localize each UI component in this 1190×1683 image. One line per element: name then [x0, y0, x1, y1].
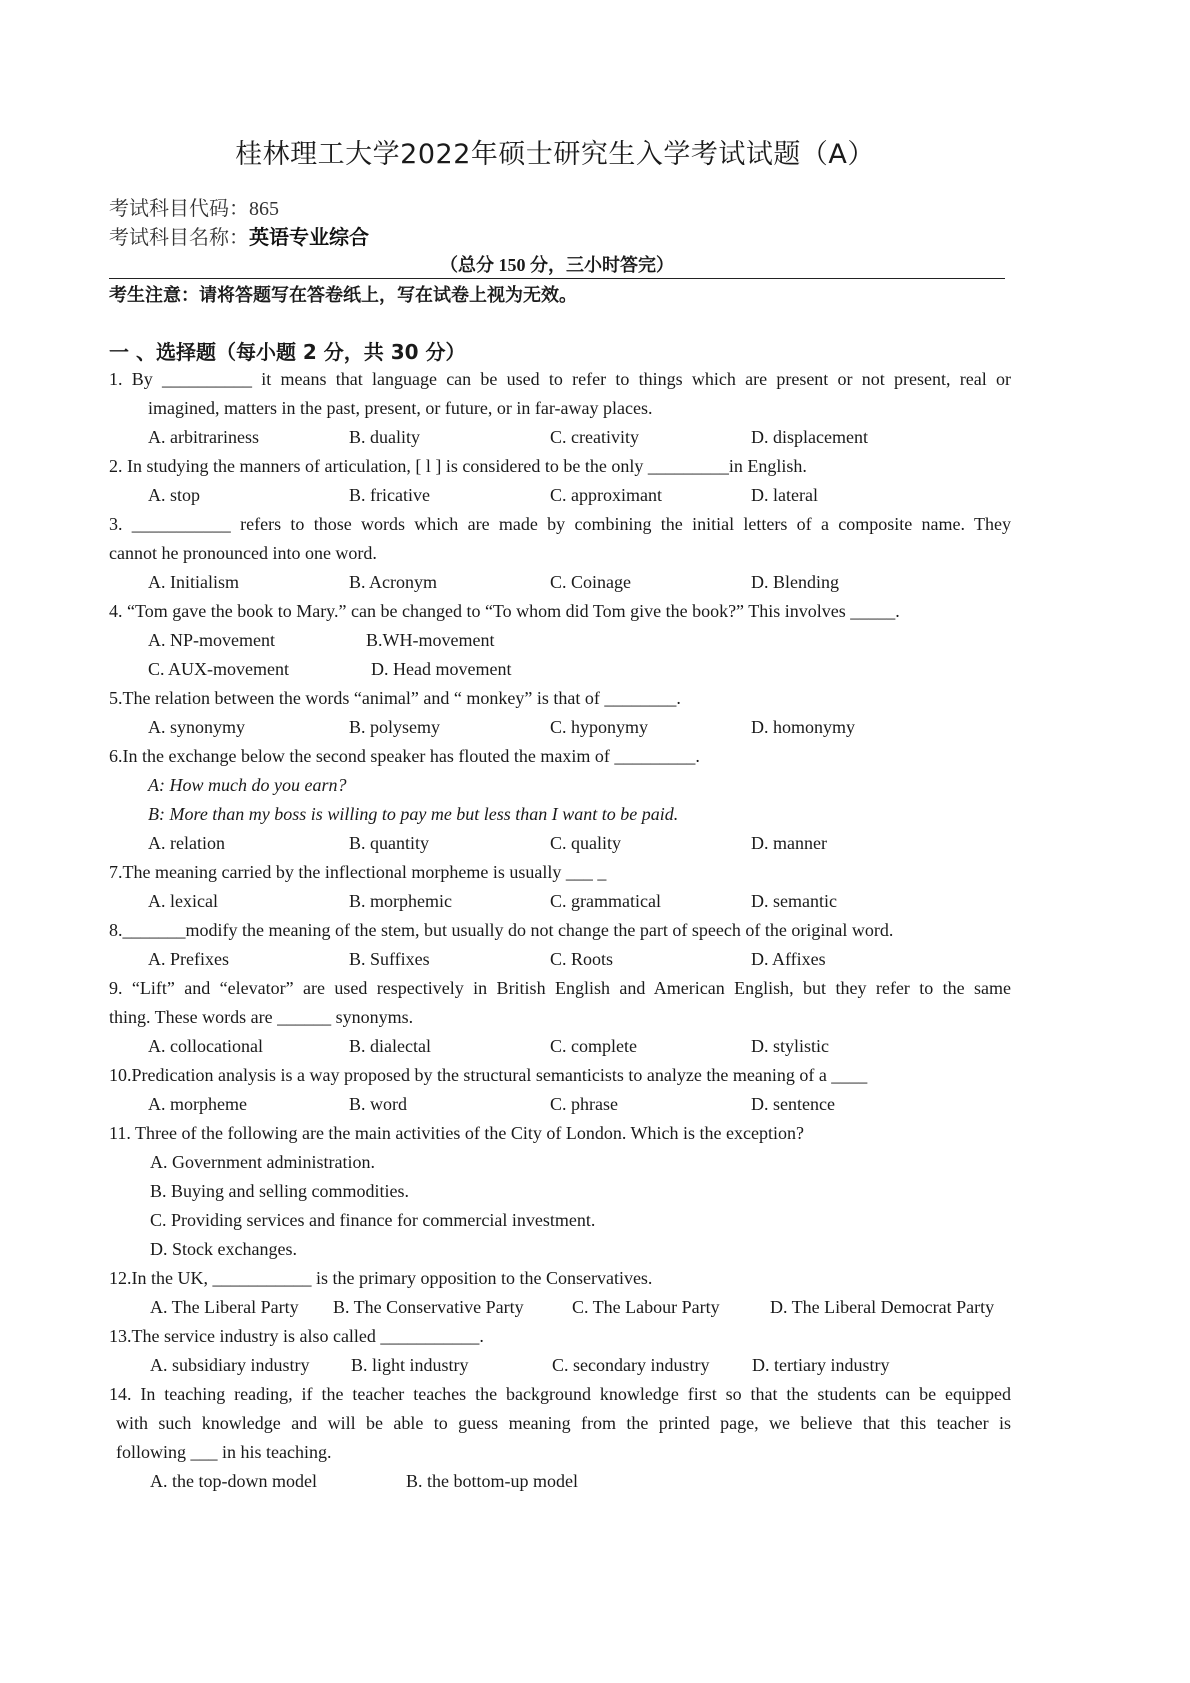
question-stem: 7.The meaning carried by the inflectional morpheme is usually ___ _ — [109, 862, 607, 882]
option-c: C. phrase — [550, 1094, 618, 1114]
option-b: B. light industry — [351, 1355, 469, 1375]
question-12 — [109, 1264, 1011, 1322]
option-row — [109, 713, 1011, 742]
question-6 — [109, 742, 1011, 858]
question-stem: 14. In teaching reading, if the teacher teaches the background knowledge first so that the students can be equipped — [109, 1384, 1011, 1404]
question-stem: 13.The service industry is also called ___________. — [109, 1326, 484, 1346]
option-c: C. secondary industry — [552, 1355, 710, 1375]
subject-name-label: 考试科目名称： — [109, 225, 249, 249]
question-10 — [109, 1061, 1011, 1119]
option-b: D. Head movement — [371, 659, 512, 679]
option-a: C. Providing services and finance for commercial investment. — [150, 1210, 596, 1230]
option-d: D. displacement — [751, 427, 868, 447]
question-stem: 1. By __________ it means that language can be used to refer to things which are present or not present, real or — [109, 369, 1011, 389]
question-5 — [109, 684, 1011, 742]
exam-title: 桂林理工大学2022年硕士研究生入学考试试题（A） — [235, 139, 875, 170]
question-8 — [109, 916, 1011, 974]
question-stem: imagined, matters in the past, present, or future, or in far-away places. — [148, 398, 653, 418]
option-row — [109, 655, 1011, 684]
option-b: B. word — [349, 1094, 407, 1114]
option-c: C. Coinage — [550, 572, 631, 592]
option-a: A. relation — [148, 833, 225, 853]
subject-name-value: 英语专业综合 — [249, 225, 369, 249]
option-c: C. The Labour Party — [572, 1297, 720, 1317]
question-stem: 8._______modify the meaning of the stem, but usually do not change the part of speech of the original word. — [109, 920, 894, 940]
option-row — [109, 1351, 1011, 1380]
option-b: B. Suffixes — [349, 949, 430, 969]
option-d: D. semantic — [751, 891, 837, 911]
option-c: C. complete — [550, 1036, 637, 1056]
question-3 — [109, 510, 1011, 597]
dialogue-line: B: More than my boss is willing to pay me but less than I want to be paid. — [148, 804, 679, 824]
question-13 — [109, 1322, 1011, 1380]
option-row — [109, 423, 1011, 452]
option-a: A. Government administration. — [150, 1152, 375, 1172]
option-b: B. quantity — [349, 833, 429, 853]
option-row — [109, 626, 1011, 655]
option-a: A. stop — [148, 485, 201, 505]
option-d: D. Affixes — [751, 949, 826, 969]
option-row — [109, 1293, 1011, 1322]
question-list — [109, 365, 1011, 1496]
question-stem: 12.In the UK, ___________ is the primary opposition to the Conservatives. — [109, 1268, 653, 1288]
option-a: A. Prefixes — [148, 949, 229, 969]
question-stem: cannot he pronounced into one word. — [109, 543, 377, 563]
option-a: A. Initialism — [148, 572, 239, 592]
option-b: B. dialectal — [349, 1036, 431, 1056]
section-heading: 一 、选择题（每小题 2 分，共 30 分） — [109, 340, 466, 364]
option-row — [109, 481, 1011, 510]
option-b: B. The Conservative Party — [333, 1297, 524, 1317]
question-stem: with such knowledge and will be able to guess meaning from the printed page, we believe that this teacher is — [116, 1413, 1011, 1433]
question-stem: 2. In studying the manners of articulation, [ l ] is considered to be the only _________in English. — [109, 456, 807, 476]
option-b: B. fricative — [349, 485, 430, 505]
option-d: D. sentence — [751, 1094, 835, 1114]
option-d: D. manner — [751, 833, 827, 853]
question-14 — [109, 1380, 1011, 1496]
option-a: A. NP-movement — [148, 630, 275, 650]
option-row — [109, 887, 1011, 916]
option-c: C. approximant — [550, 485, 662, 505]
option-d: D. lateral — [751, 485, 818, 505]
option-b: B. the bottom-up model — [406, 1471, 578, 1491]
option-a: A. arbitrariness — [148, 427, 259, 447]
option-c: C. Roots — [550, 949, 614, 969]
option-a: A. subsidiary industry — [150, 1355, 310, 1375]
question-stem: 4. “Tom gave the book to Mary.” can be changed to “To whom did Tom give the book?” This involves _____. — [109, 601, 900, 621]
subject-code-label: 考试科目代码： — [109, 196, 249, 220]
option-c: C. creativity — [550, 427, 639, 447]
option-row — [109, 829, 1011, 858]
option-row — [109, 568, 1011, 597]
option-row — [109, 1148, 1011, 1177]
question-stem: 10.Predication analysis is a way proposed by the structural semanticists to analyze the meaning of a ____ — [109, 1065, 868, 1085]
option-row — [109, 1467, 1011, 1496]
subject-code-value: 865 — [249, 198, 279, 220]
option-d: D. homonymy — [751, 717, 856, 737]
subject-code — [109, 192, 279, 221]
option-b: B. polysemy — [349, 717, 441, 737]
option-a: C. AUX-movement — [148, 659, 289, 679]
option-row — [109, 1032, 1011, 1061]
option-d: D. tertiary industry — [752, 1355, 890, 1375]
option-row — [109, 1206, 1011, 1235]
option-row — [109, 1235, 1011, 1264]
option-d: D. Blending — [751, 572, 839, 592]
option-b: B. duality — [349, 427, 420, 447]
option-a: A. The Liberal Party — [150, 1297, 299, 1317]
option-a: D. Stock exchanges. — [150, 1239, 297, 1259]
option-a: A. synonymy — [148, 717, 246, 737]
question-11 — [109, 1119, 1011, 1264]
option-a: A. morpheme — [148, 1094, 247, 1114]
question-2 — [109, 452, 1011, 510]
option-c: C. grammatical — [550, 891, 661, 911]
question-stem: following ___ in his teaching. — [116, 1442, 332, 1462]
option-a: A. collocational — [148, 1036, 263, 1056]
question-stem: 6.In the exchange below the second speaker has flouted the maxim of _________. — [109, 746, 700, 766]
option-a: A. the top-down model — [150, 1471, 317, 1491]
option-c: C. quality — [550, 833, 621, 853]
question-stem: 3. ___________ refers to those words which are made by combining the initial letters of a composite name. They — [109, 514, 1011, 534]
option-a: A. lexical — [148, 891, 218, 911]
option-c: C. hyponymy — [550, 717, 649, 737]
option-row — [109, 1090, 1011, 1119]
option-a: B. Buying and selling commodities. — [150, 1181, 409, 1201]
option-b: B.WH-movement — [366, 630, 495, 650]
option-row — [109, 1177, 1011, 1206]
subject-name — [109, 221, 369, 250]
question-stem: 9. “Lift” and “elevator” are used respectively in British English and American English, but they refer to the same — [109, 978, 1011, 998]
question-4 — [109, 597, 1011, 684]
question-1 — [109, 365, 1011, 452]
option-d: D. stylistic — [751, 1036, 830, 1056]
question-9 — [109, 974, 1011, 1061]
total-score-note: （总分 150 分，三小时答完） — [109, 251, 1005, 279]
question-stem: 11. Three of the following are the main activities of the City of London. Which is the exception? — [109, 1123, 804, 1143]
option-d: D. The Liberal Democrat Party — [770, 1297, 995, 1317]
dialogue-line: A: How much do you earn? — [148, 775, 347, 795]
candidate-notice: 考生注意：请将答题写在答卷纸上，写在试卷上视为无效。 — [109, 285, 577, 306]
option-b: B. Acronym — [349, 572, 437, 592]
option-b: B. morphemic — [349, 891, 452, 911]
option-row — [109, 945, 1011, 974]
question-stem: thing. These words are ______ synonyms. — [109, 1007, 414, 1027]
question-7 — [109, 858, 1011, 916]
question-stem: 5.The relation between the words “animal” and “ monkey” is that of ________. — [109, 688, 681, 708]
